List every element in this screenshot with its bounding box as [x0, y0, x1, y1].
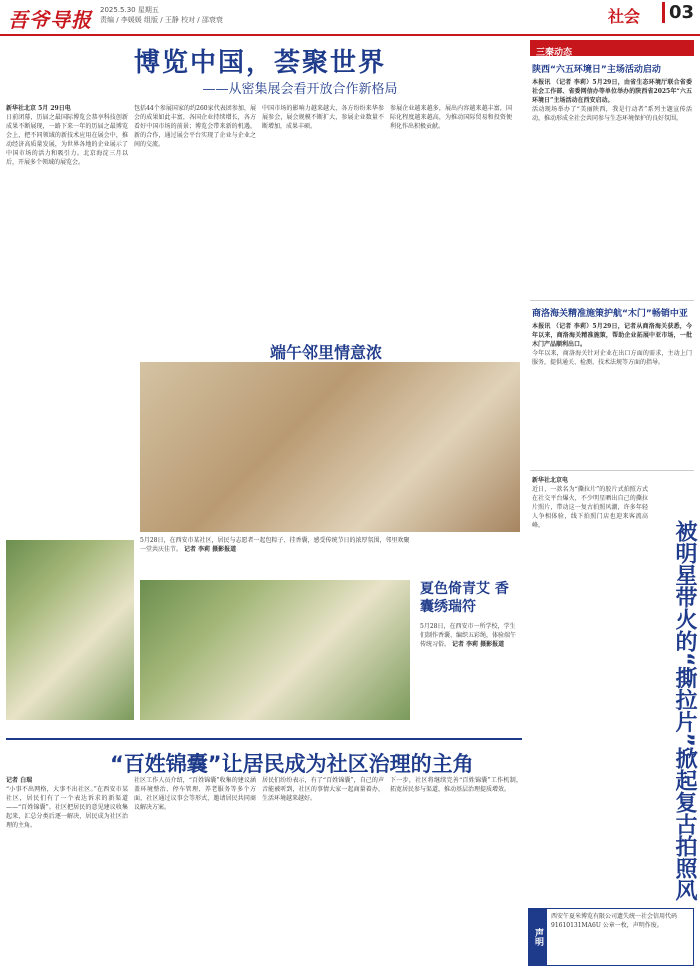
main-story-col1 — [6, 104, 128, 334]
photo3-image — [140, 580, 410, 720]
page-number: 03 — [662, 2, 694, 23]
bottom-col1-text: “小事不出网格，大事不出社区。”在西安市某社区，居民们有了一个表达诉求的新渠道——“百姓锦囊”。社区把居民的意见建议收集起来，汇总分类后逐一解决，居民成为社区治理的主角。 — [6, 786, 128, 829]
sidebar2-text: 今年以来，商洛海关针对企业在出口方面的需求，主动上门服务，提供通关、检测、技术法规等方面的指导。 — [532, 350, 692, 366]
main-subhead: ——从密集展会看开放合作新格局 — [202, 82, 398, 97]
sidebar2-body — [532, 322, 692, 462]
newspaper-logo: 吾爷导报 — [8, 8, 92, 32]
main-story-col2 — [134, 104, 256, 334]
sidebar3-vertical-title: 被明星带火的“撕拉片”掀起复古拍照风 — [672, 520, 697, 901]
sidebar3-byline: 新华社北京电 — [532, 477, 569, 484]
photo2-title: 夏色倚青艾 香囊绣瑞符 — [420, 581, 509, 615]
main-col4-text: 参展企业越来越多，展出内容越来越丰富，国际化程度越来越高，为推动国际贸易和投资便利化作出积极贡献。 — [390, 105, 512, 130]
notice-text: 西安午夏米博览有限公司遗失统一社会信用代码 91610131MA6U 公章一枚，声明作废。 — [551, 913, 678, 929]
sidebar1-body — [532, 78, 692, 288]
masthead-meta — [100, 5, 223, 25]
masthead — [0, 0, 700, 36]
main-story-col3 — [262, 104, 384, 334]
sidebar-band-label: 三秦动态 — [536, 48, 573, 58]
sidebar-divider — [530, 300, 694, 301]
editor-credits: 责编 / 李媛媛 组版 / 王静 校对 / 邵衰衰 — [100, 16, 223, 24]
main-col3-text: 中国市场的影响力越来越大，各方纷纷来华参展参会，展会规模不断扩大，参展企业数量不断增加，成果丰硕。 — [262, 105, 384, 130]
bottom-col3 — [262, 776, 384, 966]
bottom-col2-text: 社区工作人员介绍，“百姓锦囊”收集的建议涵盖环境整治、停车管理、养老服务等多个方面，社区通过议事会等形式，邀请居民共同商议解决方案。 — [134, 777, 256, 811]
bottom-col1 — [6, 776, 128, 966]
photo2-caption-block — [420, 622, 520, 722]
main-col1-text: 日前闭幕，历届之最国际博览会恭享科技创新成果不断展现，一路下来一年的历届之最博览会上，把不同领域的新技术应用在展会中，推动经济高质量发展，为世界各地的企业展示了中国市场的活力和吸引力。北京海淀三月以后，开展多个领域的展览会。 — [6, 114, 128, 166]
notice-label: 声明 — [529, 909, 547, 965]
photo1-credit: 记者 李莉 摄影报道 — [183, 546, 237, 553]
bottom-col4-text: 下一步，社区将继续完善“百姓锦囊”工作机制，拓宽居民参与渠道，推动基层治理提质增效。 — [390, 777, 522, 793]
bottom-col2 — [134, 776, 256, 966]
bottom-col3-text: 居民们纷纷表示，有了“百姓锦囊”，自己的声音能被听到，社区的事情大家一起商量着办，生活环境越来越好。 — [262, 777, 384, 802]
main-story-col4 — [390, 104, 512, 334]
main-byline: 新华社北京 5月 29日电 — [6, 105, 71, 112]
notice-box — [528, 908, 694, 966]
bottom-col4 — [390, 776, 522, 966]
sidebar1-title: 陕西“六五环境日”主场活动启动 — [532, 65, 661, 75]
section-name: 社会 — [607, 7, 640, 26]
main-headline: 博览中国，荟聚世界 — [133, 48, 386, 78]
issue-date: 2025.5.30 星期五 — [100, 6, 159, 14]
photo1-caption: 5月28日，在西安市某社区，居民与志愿者一起包粽子、挂香囊，感受传统节日的浓厚氛围，邻里欢聚一堂共庆佳节。 — [140, 537, 410, 553]
main-col2-text: 包括44个参展国家的约260家代表团参加，展会的成果如此丰富，各国企业持续增长，各方看好中国市场的前景；博览会带来新的机遇，新的合作，通过展会平台实现了企业与企业之间的交流。 — [134, 105, 256, 148]
photo1-title: 端午邻里情意浓 — [270, 343, 383, 362]
sidebar-band — [530, 40, 694, 56]
sidebar3-body — [532, 476, 648, 901]
bottom-byline: 记者 白瑞 — [6, 777, 33, 784]
photo2 — [6, 540, 134, 720]
bottom-divider — [6, 738, 522, 740]
sidebar2-title: 商洛海关精准施策护航“木门”畅销中亚 — [532, 309, 688, 319]
sidebar3-text: 近日，一款名为“撕拉片”的胶片式拍照方式在社交平台爆火，不少明星晒出自己的撕拉片照片，带动这一复古拍照风潮，许多年轻人争相体验，线下拍照门店也迎来客流高峰。 — [532, 486, 648, 529]
photo2-credit: 记者 李莉 摄影报道 — [451, 641, 505, 648]
photo1 — [140, 362, 520, 532]
photo3 — [140, 580, 410, 720]
photo2-image — [6, 540, 134, 720]
photo2-caption: 5月28日，在西安市一所学校，学生们制作香囊、编织五彩绳，体验端午传统习俗。 — [420, 623, 517, 648]
sidebar2-byline: 本报讯 （记者 李莉）5月29日，记者从商洛海关获悉，今年以来，商洛海关精准施策，帮助企业拓展中亚市场，一批木门产品顺利出口。 — [532, 323, 692, 348]
photo1-caption-block — [140, 536, 410, 576]
sidebar-divider-2 — [530, 470, 694, 471]
sidebar1-text: 活动现场举办了“美丽陕西，我是行动者”系列主题宣传活动，推动形成全社会共同参与生态环境保护的良好氛围。 — [532, 106, 692, 122]
bottom-headline: “百姓锦囊”让居民成为社区治理的主角 — [110, 752, 474, 776]
photo1-image — [140, 362, 520, 532]
sidebar1-byline: 本报讯 （记者 李莉）5月29日，由省生态环境厅联合省委社会工作部、省委网信办等单位举办的陕西省2025年“六五环境日”主场活动在西安启动。 — [532, 79, 692, 104]
